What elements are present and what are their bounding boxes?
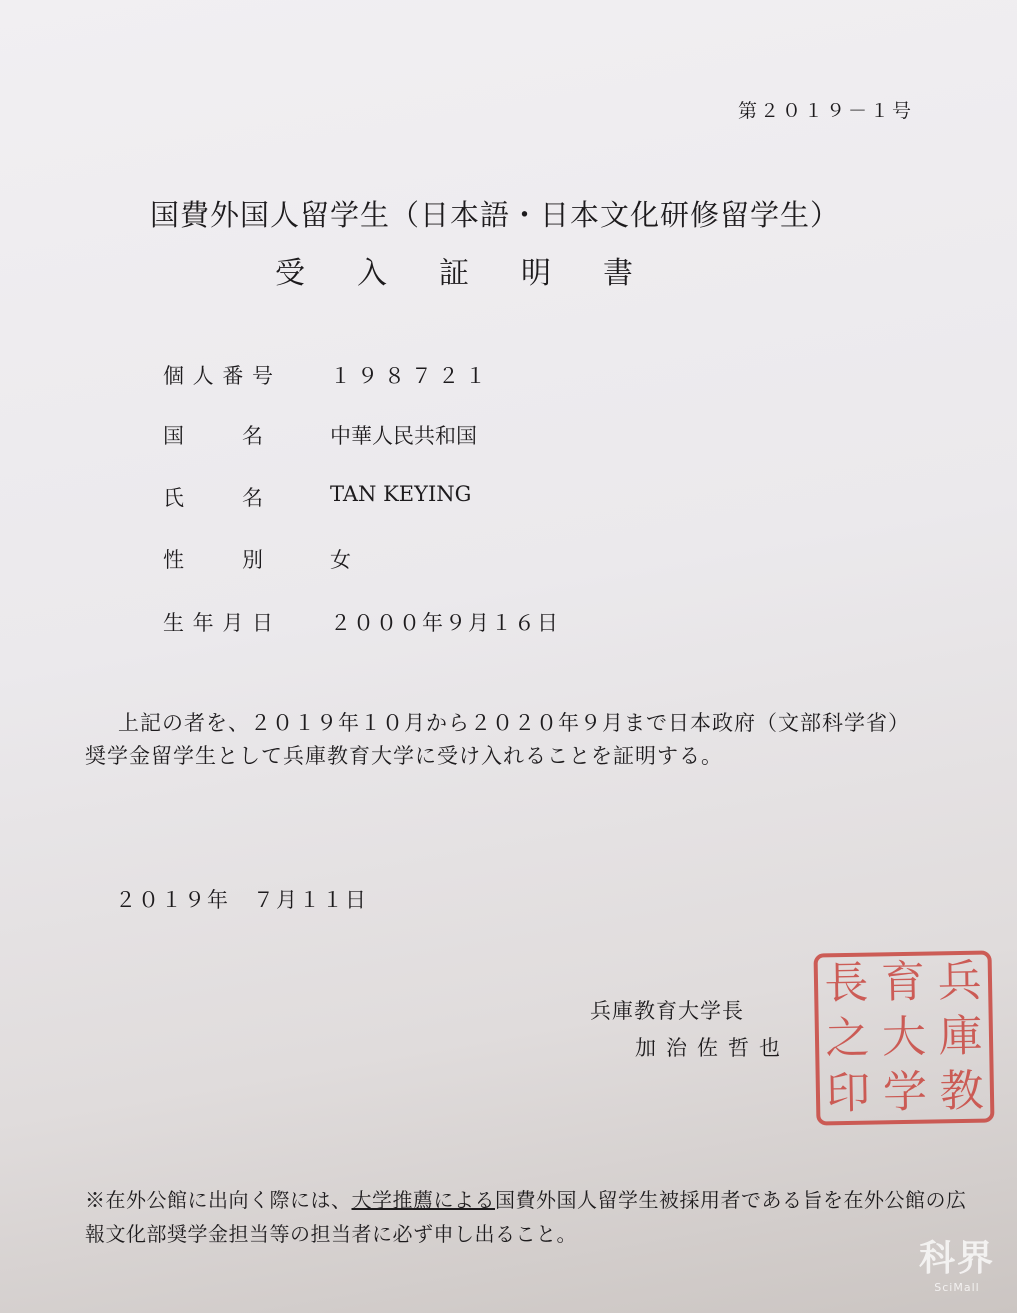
field-label-birthdate: 生年月日 xyxy=(163,611,273,635)
field-value-name: TAN KEYING xyxy=(330,482,472,506)
field-value-sex: 女 xyxy=(330,548,351,572)
watermark-sub: SciMall xyxy=(934,1281,980,1294)
footer-pre: ※在外公館に出向く際には、 xyxy=(85,1188,352,1212)
field-value-id: １９８７２１ xyxy=(330,364,492,388)
footer-note-line-1 xyxy=(85,1184,967,1213)
field-label-country: 国名 xyxy=(163,424,263,448)
seal-character: 兵 xyxy=(937,955,983,1008)
seal-character: 教 xyxy=(939,1065,985,1118)
seal-character: 長 xyxy=(823,957,869,1010)
footer-note-line-2: 報文化部奨学金担当等の担当者に必ず申し出ること。 xyxy=(85,1222,577,1246)
body-line-1: 上記の者を、２０１９年１０月から２０２０年９月まで日本政府（文部科学省） xyxy=(118,711,910,735)
seal-character: 育 xyxy=(880,956,926,1009)
seal-character: 庫 xyxy=(938,1010,984,1063)
watermark-main: 科界 xyxy=(918,1237,995,1279)
footer-post: 国費外国人留学生被採用者である旨を在外公館の広 xyxy=(495,1188,967,1212)
field-value-country: 中華人民共和国 xyxy=(330,424,477,448)
field-label-sex: 性別 xyxy=(163,548,263,572)
field-value-birthdate: ２０００年９月１６日 xyxy=(330,611,560,635)
title-line-2: 受入証明書 xyxy=(275,256,685,291)
signer-name: 加治佐哲也 xyxy=(635,1036,790,1060)
field-label-name: 氏名 xyxy=(163,486,263,510)
document-number: 第２０１９－１号 xyxy=(738,100,915,122)
seal-character: 之 xyxy=(824,1012,870,1065)
field-label-id: 個人番号 xyxy=(163,364,273,388)
official-seal xyxy=(814,950,995,1125)
seal-character: 印 xyxy=(825,1067,871,1120)
title-line-1: 国費外国人留学生（日本語・日本文化研修留学生） xyxy=(150,198,841,232)
footer-underlined: 大学推薦による xyxy=(351,1188,495,1212)
signer-title: 兵庫教育大学長 xyxy=(590,999,744,1023)
body-line-2: 奨学金留学生として兵庫教育大学に受け入れることを証明する。 xyxy=(85,744,723,768)
seal-character: 大 xyxy=(881,1011,927,1064)
issue-date: ２０１９年 ７月１１日 xyxy=(115,888,368,912)
watermark-logo xyxy=(919,1230,995,1294)
seal-character: 学 xyxy=(882,1066,928,1119)
